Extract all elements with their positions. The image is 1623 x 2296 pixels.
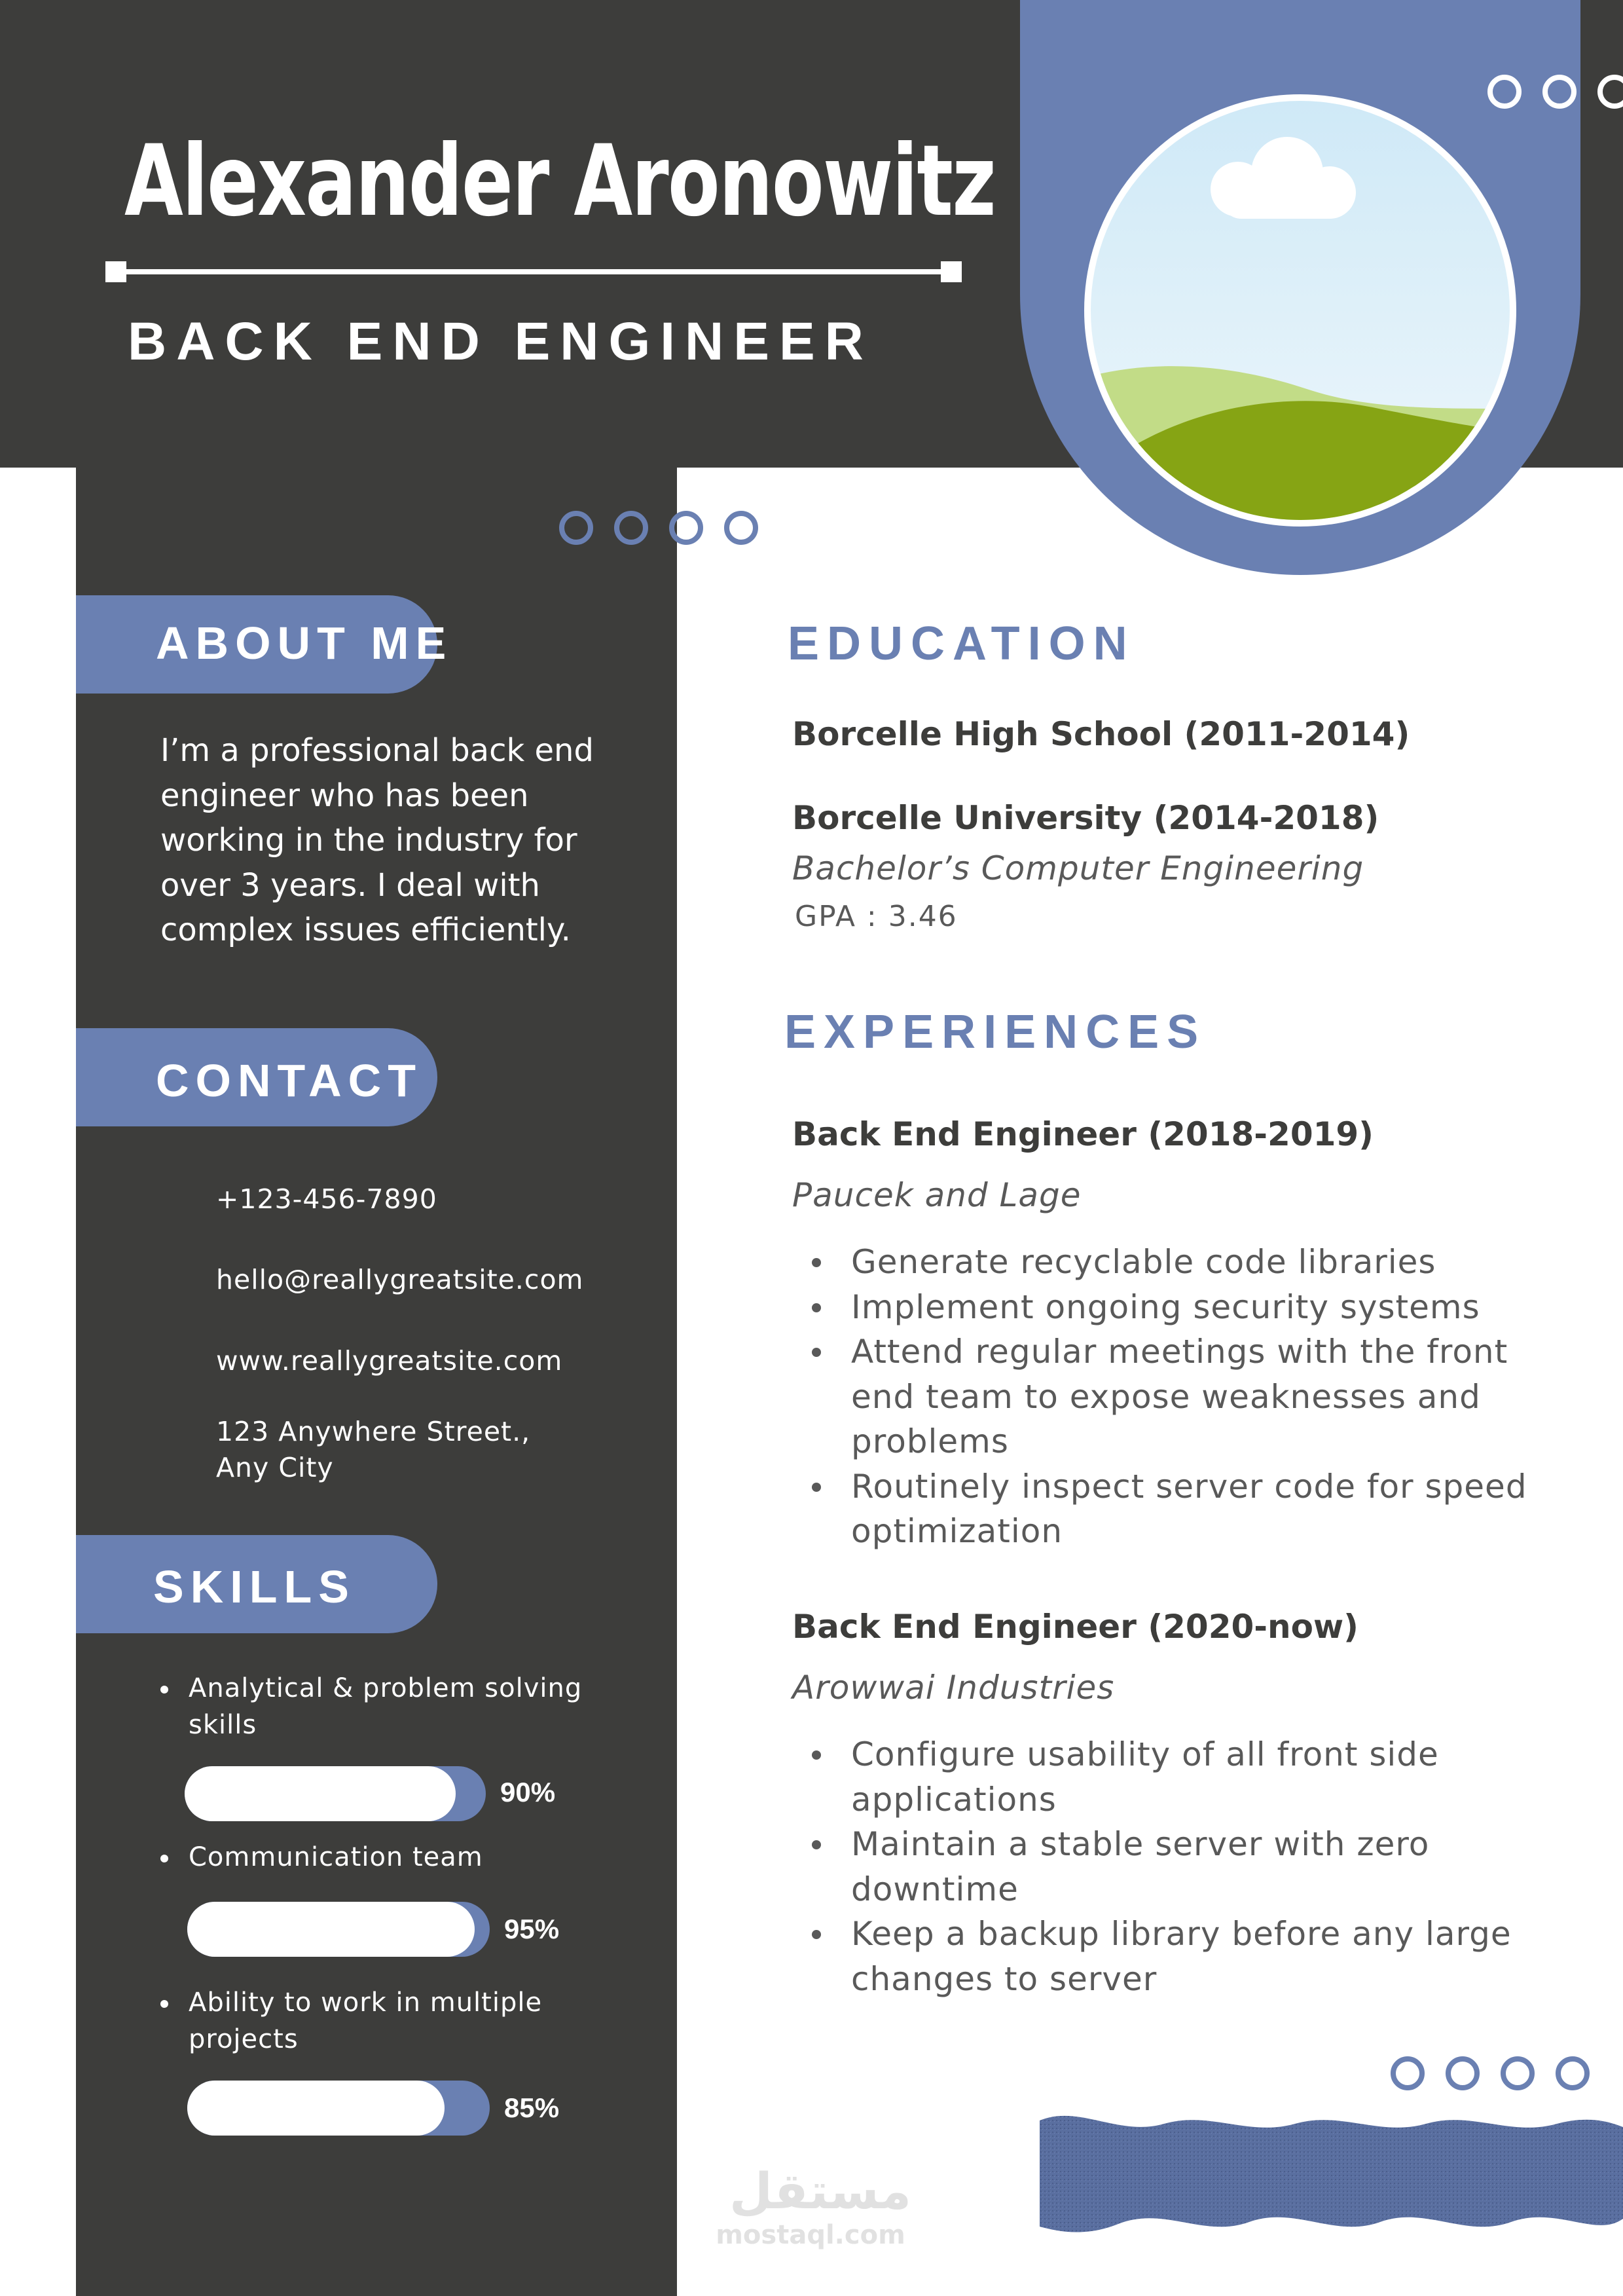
decor-dot [669, 511, 703, 545]
experiences-heading: EXPERIENCES [784, 1006, 1207, 1058]
decor-dot [1446, 2056, 1480, 2090]
person-name: Alexander Aronowitz [124, 124, 996, 238]
skills-heading: SKILLS [153, 1561, 356, 1612]
skill-percent: 95% [504, 1914, 560, 1944]
decor-dot [559, 511, 593, 545]
list-item: Generate recyclable code libraries [812, 1240, 1545, 1285]
experience-company: Paucek and Lage [792, 1176, 1082, 1214]
header-divider-cap-left [105, 261, 126, 282]
skill-bar-fill [187, 2081, 445, 2136]
decor-dot [1556, 2056, 1590, 2090]
list-item: Attend regular meetings with the front end team to expose weaknesses and problems [812, 1329, 1545, 1464]
list-item: Configure usability of all front side applications [812, 1732, 1545, 1822]
contact-email: hello@reallygreatsite.com [216, 1264, 584, 1295]
about-heading: ABOUT ME [156, 618, 453, 669]
experience-company: Arowwai Industries [792, 1669, 1115, 1707]
education-title: Borcelle High School (2011-2014) [792, 715, 1410, 753]
left-margin-panel [0, 468, 76, 2296]
header-divider-cap-right [941, 261, 962, 282]
contact-website: www.reallygreatsite.com [216, 1345, 563, 1377]
skill-bar-fill [185, 1766, 456, 1821]
experience-title: Back End Engineer (2020-now) [792, 1608, 1359, 1646]
experience-title: Back End Engineer (2018-2019) [792, 1115, 1374, 1153]
list-item: Keep a backup library before any large changes to server [812, 1912, 1545, 2001]
skill-percent: 85% [504, 2092, 560, 2123]
skill-bar [187, 1902, 490, 1957]
job-title: BACK END ENGINEER [128, 312, 873, 371]
profile-photo [1084, 94, 1516, 527]
skill-percent: 90% [500, 1777, 556, 1807]
list-item: Maintain a stable server with zero downtime [812, 1822, 1545, 1912]
decor-dot [1391, 2056, 1425, 2090]
skill-bar [185, 1766, 486, 1821]
list-item: Implement ongoing security systems [812, 1285, 1545, 1330]
contact-heading: CONTACT [156, 1055, 422, 1106]
bullet-dot [160, 1686, 168, 1694]
skill-label: Communication team [189, 1842, 483, 1872]
contact-address-line2: Any City [216, 1452, 334, 1483]
decor-dot [1487, 75, 1522, 109]
experience-bullets [812, 1240, 1545, 1554]
contact-address-line1: 123 Anywhere Street., [216, 1416, 531, 1447]
skill-bar [187, 2081, 490, 2136]
experience-bullets [812, 1732, 1545, 2001]
bullet-dot [160, 1855, 168, 1862]
decor-dot [1501, 2056, 1535, 2090]
skill-label: Analytical & problem solving skills [189, 1673, 583, 1740]
watermark-logo [712, 2161, 928, 2253]
landscape-placeholder-icon [1091, 101, 1510, 520]
list-item: Routinely inspect server code for speed optimization [812, 1464, 1545, 1554]
bullet-dot [160, 2000, 168, 2008]
header-divider [115, 269, 953, 274]
watermark-arabic: مستقل [729, 2162, 911, 2220]
skill-bar-fill [187, 1902, 475, 1957]
contact-phone: +123-456-7890 [216, 1183, 437, 1215]
about-text: I’m a professional back end engineer who has been working in the industry for over 3 years. I deal with complex issues efficiently. [160, 732, 594, 948]
decor-dot [614, 511, 648, 545]
skill-label: Ability to work in multiple projects [189, 1988, 543, 2054]
education-degree: Bachelor’s Computer Engineering [792, 849, 1364, 887]
watermark-latin: mostaql.com [716, 2220, 905, 2250]
decor-dot [1542, 75, 1577, 109]
education-heading: EDUCATION [788, 618, 1135, 670]
decor-dot [724, 511, 758, 545]
decorative-wave [1040, 2107, 1623, 2245]
education-title: Borcelle University (2014-2018) [792, 799, 1379, 837]
education-gpa: GPA : 3.46 [795, 900, 958, 933]
